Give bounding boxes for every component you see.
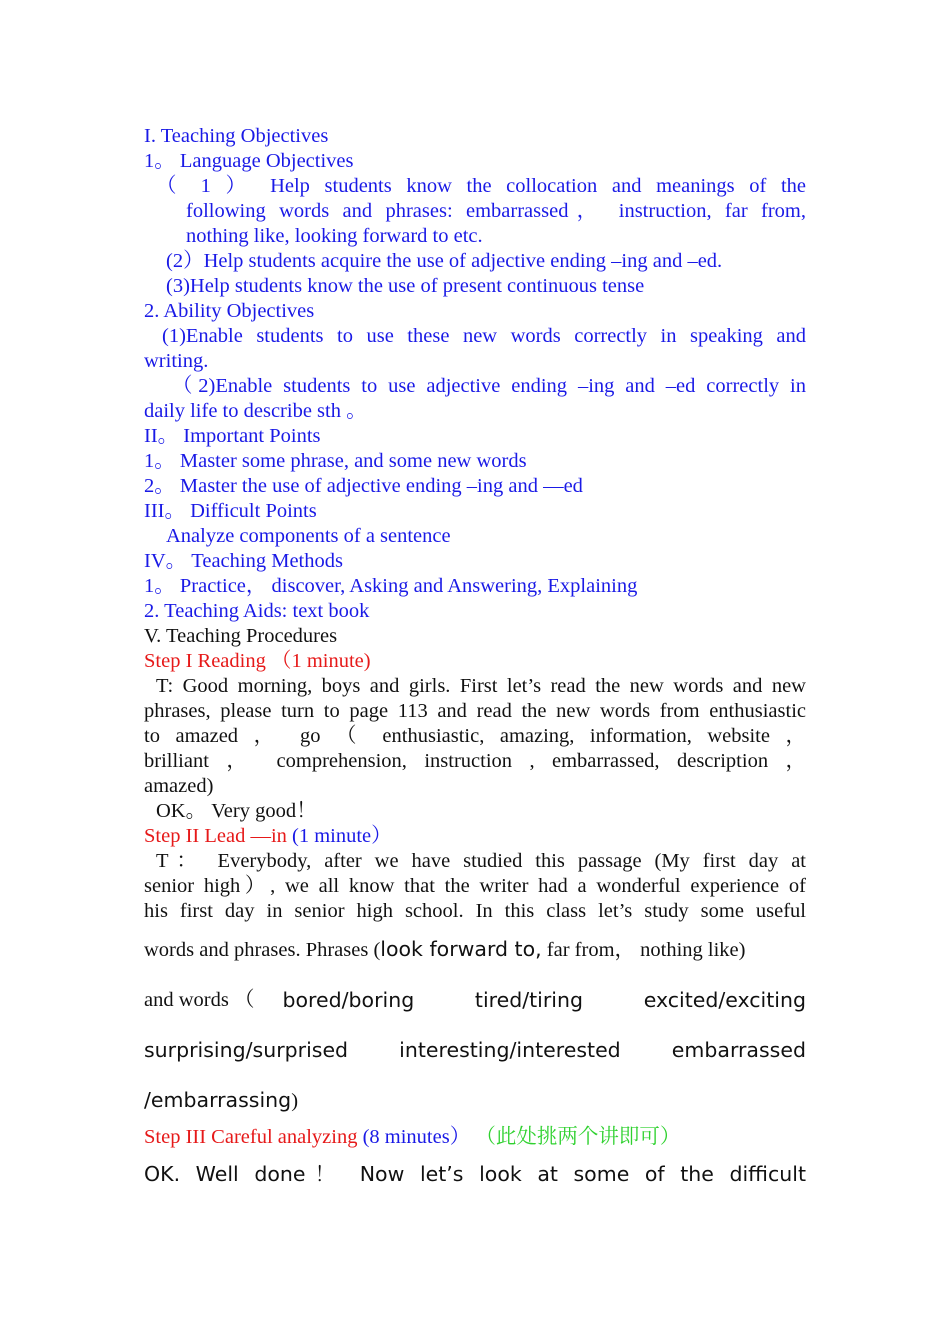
language-objective-1-line-3: nothing like, looking forward to etc.	[186, 225, 483, 247]
language-objective-2: (2）Help students acquire the use of adjective ending –ing and –ed.	[166, 250, 723, 272]
ability-objective-2-line-1: （2)Enable students to use adjective ending –ing and –ed correctly in	[172, 375, 806, 397]
step-1-paragraph-line-2: phrases, please turn to page 113 and read the new words from enthusiastic	[144, 700, 806, 722]
heading-important-points: II。 Important Points	[144, 425, 321, 447]
step-2-title-main: Step II Lead —in	[144, 825, 293, 847]
step-1-paragraph-line-5: amazed)	[144, 775, 214, 797]
difficult-point-1: Analyze components of a sentence	[166, 525, 451, 547]
ability-objective-1-line-1: (1)Enable students to use these new words correctly in speaking and	[162, 325, 806, 347]
step-2-words-list-2: surprising/surprised interesting/interested embarrassed	[144, 1038, 806, 1062]
step-2-phrases-lead: words and phrases. Phrases (	[144, 939, 381, 961]
language-objective-1-line-2: following words and phrases: embarrassed， instruction, far from,	[186, 200, 806, 222]
step-1-ok-line: OK。 Very good！	[156, 800, 317, 822]
important-point-2: 2。 Master the use of adjective ending –ing and —ed	[144, 475, 583, 497]
step-3-title-main: Step III Careful analyzing	[144, 1126, 363, 1148]
step-2-paragraph-line-2: senior high）, we all know that the writer had a wonderful experience of	[144, 875, 806, 897]
step-1-paragraph-line-3: to amazed ， go （ enthusiastic, amazing, information, website ，	[144, 725, 806, 747]
heading-teaching-objectives: I. Teaching Objectives	[144, 125, 329, 147]
step-2-words-list-3	[144, 1075, 806, 1126]
ability-objective-1-line-2: writing.	[144, 350, 209, 372]
step-2-title-duration: (1 minute）	[292, 825, 392, 847]
step-3-paragraph-line-1: OK. Well done！ Now let’s look at some of the difficult	[144, 1162, 806, 1186]
step-2-paragraph-line-5	[144, 975, 806, 1025]
teaching-method-1: 1。 Practice， discover, Asking and Answering, Explaining	[144, 575, 638, 597]
step-2-words-list-1: bored/boring tired/tiring excited/exciting	[282, 988, 806, 1012]
language-objective-3: (3)Help students know the use of present continuous tense	[166, 275, 645, 297]
step-3-title	[144, 1124, 806, 1150]
important-point-1: 1。 Master some phrase, and some new words	[144, 450, 527, 472]
step-1-paragraph-line-4: brilliant ， comprehension, instruction , embarrassed, description ，	[144, 750, 806, 772]
step-2-paragraph-line-3: his first day in senior high school. In this class let’s study some useful	[144, 900, 806, 922]
step-3-note: （此处挑两个讲即可）	[470, 1126, 681, 1148]
step-3-title-duration: (8 minutes）	[362, 1126, 471, 1148]
step-2-phrases-tail: far from， nothing like)	[541, 939, 746, 961]
step-2-title	[144, 824, 806, 849]
step-2-word-embarrassing: /embarrassing	[144, 1088, 292, 1112]
step-1-paragraph-line-1: T: Good morning, boys and girls. First let’s read the new words and new	[156, 675, 806, 697]
step-2-paragraph-line-1: T： Everybody, after we have studied this passage (My first day at	[156, 850, 806, 872]
ability-objective-2-line-2: daily life to describe sth 。	[144, 400, 367, 422]
step-1-title: Step I Reading （1 minute)	[144, 650, 371, 672]
subheading-language-objectives: 1。 Language Objectives	[144, 150, 354, 172]
heading-difficult-points: III。 Difficult Points	[144, 500, 317, 522]
step-2-words-lead: and words （	[144, 989, 255, 1011]
step-2-phrase-look-forward: look forward to,	[380, 937, 542, 961]
heading-teaching-methods: IV。 Teaching Methods	[144, 550, 343, 572]
heading-teaching-procedures: V. Teaching Procedures	[144, 625, 338, 647]
teaching-method-2: 2. Teaching Aids: text book	[144, 600, 370, 622]
subheading-ability-objectives: 2. Ability Objectives	[144, 300, 315, 322]
language-objective-1-line-1: （ 1 ） Help students know the collocation and meanings of the	[156, 175, 806, 197]
step-2-paragraph-line-4	[144, 924, 806, 975]
step-2-words-close: )	[291, 1090, 299, 1112]
document-body	[144, 124, 806, 1198]
